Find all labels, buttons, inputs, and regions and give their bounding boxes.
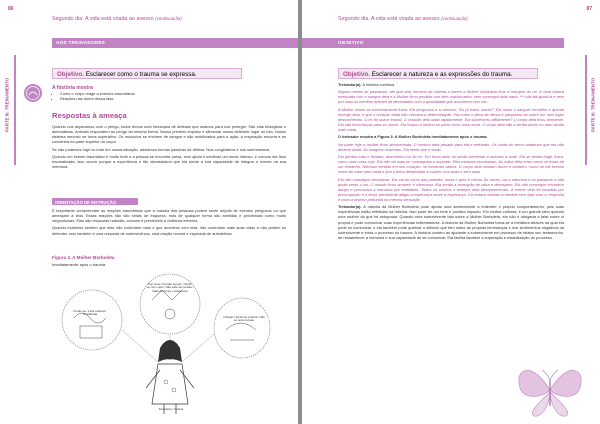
trainer-block: Treinador(a). A história continua. Alguns meses se passaram, até que dois homens da vizinha a fazem a Mulher Borboleta ficar à margem do rio. A vista estava enevoada com o sangue dela e a Mulher ficou perdida com eles machucados, sem conseguir falar nada. *** não dá ajudá-la e nem pra casa os homens fizeram dá devastados com a quantidade que aconteceu com ela. A Mulher sentiu-se extremamente fraca. Ela perguntou a si mesma: "Eu já estou morta?" Ela notou o sangue vermelho e quente emergir dela, e que o coração batia não cessava a determinação. Ela notou o peso da névoa e perguntou-se sobre um nem lugar desconhecido. O rio foi suave frontal. O coração dela batia rapidamente. Ela sobreviveu aflitamente? O corpo dela ficou dormente. Ela não tinha forças para se mover. Ela limpou e sentou-se perto como uma rocha. O corpo dela não a sentia assim no rabo sentia mais nada. O treinador mostra a Figura 3: A Mulher Borboleta imediatamente após o trauma. Na parte hoje a mulher ficou atormentada. O mesmo dela pesado para ela e entrando. Os sinais do terror abateram que ela não deveria sentir. As imagens cinzentas. Ela sente que é vindo. Ela perdeu tudo e ficaram, atormentou-se do rio. Em torno dela, se sentiu tremendo e assusta a noite. Ela se sentia frágil, fraca, como uma coisa cujo. Ela não dá mais ter conseguido e suportar. Eles estavam dominando. As mãos dela eram como se fosse de um estranho. Nenhum sentido em seu coração, se tornaram vazios. O corpo dela sentiam dores e também, como se ela tivesse medo de estar sem nada e que a tinha despertado à mulher com asas e sem asas. Ela não conseguiu descansar. Ela via as cores das paredes, ouvia o grito e cenas. Às vezes, via a natureza e os pássaros e não podia sentir o sol. O mundo ficou amarelo e silencioso. Ela sentia a sensação de raiva e desespero. Ela não consegue encontrar abrigo e procurava a estrutura por entidades. Todos os sonhos e desejos dela desapareceram. A mente dela foi invadida por preocupação e o terror persistente afligiu a esperança sobre a esperança. Ela estava lutando à medida sem lidar com a vergonha e raiva a tristeza profunda na mesma sensação. Treinador(a). A história da Mulher Borboleta pode ajudar uma sobrevivente a entender o próprio comportamento, pois suas experiências estão refletidas na história. Isso pode ter um forte e positivo impacto. Em muitas culturas, é um grande tabu quando uma mulher dá que foi estuprada. Quando uma sobrevivente fala sobre a Mulher Borboleta, ela não é obrigada a falar sobre si própria e pode comunicar suas experiências indiretamente. A história da Mulher Borboleta torna-se a metáfora através da qual ela pode se comunicar, e ela também pode quebrar o silêncio que tem sobre as próprias lembranças e dos sentimentos negativos da sobrevivente e inicia o processo do trauma. A história contém ao ajudante a sobrevivente em processo de relatar seu testemunho, de restabelecer a memória e sua capacidade de se comunicar. Ela facilita também a superação e estabilização do processo. [338,82,565,240]
butterfly-icon [512,350,588,420]
page-number: 87 [586,6,592,12]
history-title: A história mostra [52,85,93,91]
section-band: OBJETIVO [302,38,564,48]
right-page [302,0,600,424]
running-head: Segundo dia. A vida está virada ao avesso (continuação) [52,16,182,22]
side-tab: PARTE III. TREINAMENTO [590,78,596,132]
figure-label-center: Tirar cena / Acordar sempre / Sentir-se com medo / Não sabe ser tocada / Falta de tempo e isolamento [146,282,194,293]
figure-label-bottom: Pesadelos / Insônia [158,407,184,411]
history-block [52,86,252,101]
instruction-text: É importante compreender as reações traumáticas que a maioria das pessoas podem sentir depois de eventos perigosos ou que ameaçam a vida. Essas reações não são sinais de fraqueza, mas de qualquer forma são sentidas e percebidas como muito vergonhosas. Elas são respostas naturais, comuns e previsíveis à violência extrema. Quando mulheres sentem que elas não controlam mais o que acontece com elas, não controlam mais suas vidas e não podem se defender, isso também é uma resposta de sobrevivência, uma reação normal e esperada de autodefesa. [52,208,286,236]
figure-caption: Figura 3. A Mulher Borboleta [52,255,115,260]
objective-box: Objetivo. Esclarecer a natureza e as expressões do trauma. [338,68,538,79]
left-page [0,0,298,424]
side-rule [14,55,16,165]
running-head: Segundo dia. A vida está virada ao avesso (continuação) [338,16,468,22]
history-item: • Como o corpo reage a eventos traumáticos. [60,91,252,96]
section-band: AOS TREINADORES [52,38,298,48]
figure-label-right: Irritação / Sentir-se sozinha / Não se sente tocada [223,315,265,323]
side-rule [585,55,587,165]
figure-subcaption: Imediatamente após o trauma. [52,262,107,267]
page-number: 86 [8,6,14,12]
section-title: Respostas à ameaça [52,111,127,120]
objective-box: Objetivo. Esclarecer como o trauma se expressa. [52,68,242,79]
body-text: Quando nos deparamos com o perigo, todos temos uma hierarquia de defesas que usamos para nos proteger. São elas biológicas e automáticas. Animais respondem ao perigo da mesma forma. Nosso primeiro impulso é alimentar nosso defender lugar ou luta. Nosso sistema nervoso se torna superativo. Os músculos se enchem de sangue e são mobilizados para a ação; a respiração encurta e se concentra na parte superior do corpo. Se não podemos fugir ou lutar em nossa situação, adotamos formas passivas de defesa. Nós congelamos e nos submetemos. Quando um evento traumático é muito forte e a pessoa se encontra presa, sem ajuda e sentindo um medo intenso, é comum ela ficar traumatizada, isso ocorre porque a experiência é tão devastadora que ela perde a sua capacidade de integrar o evento na sua memória. [52,124,286,170]
figure-label-left: Perder-se / Ficar exausta / Imobilizada [73,309,107,317]
story-badge-icon [22,82,44,104]
side-tab: PARTE III. TREINAMENTO [4,78,10,132]
instruction-label: ORIENTAÇÃO DE INSTRUÇÃO. [52,198,138,205]
history-item: • Reações nas dores dessa fase. [60,96,252,101]
